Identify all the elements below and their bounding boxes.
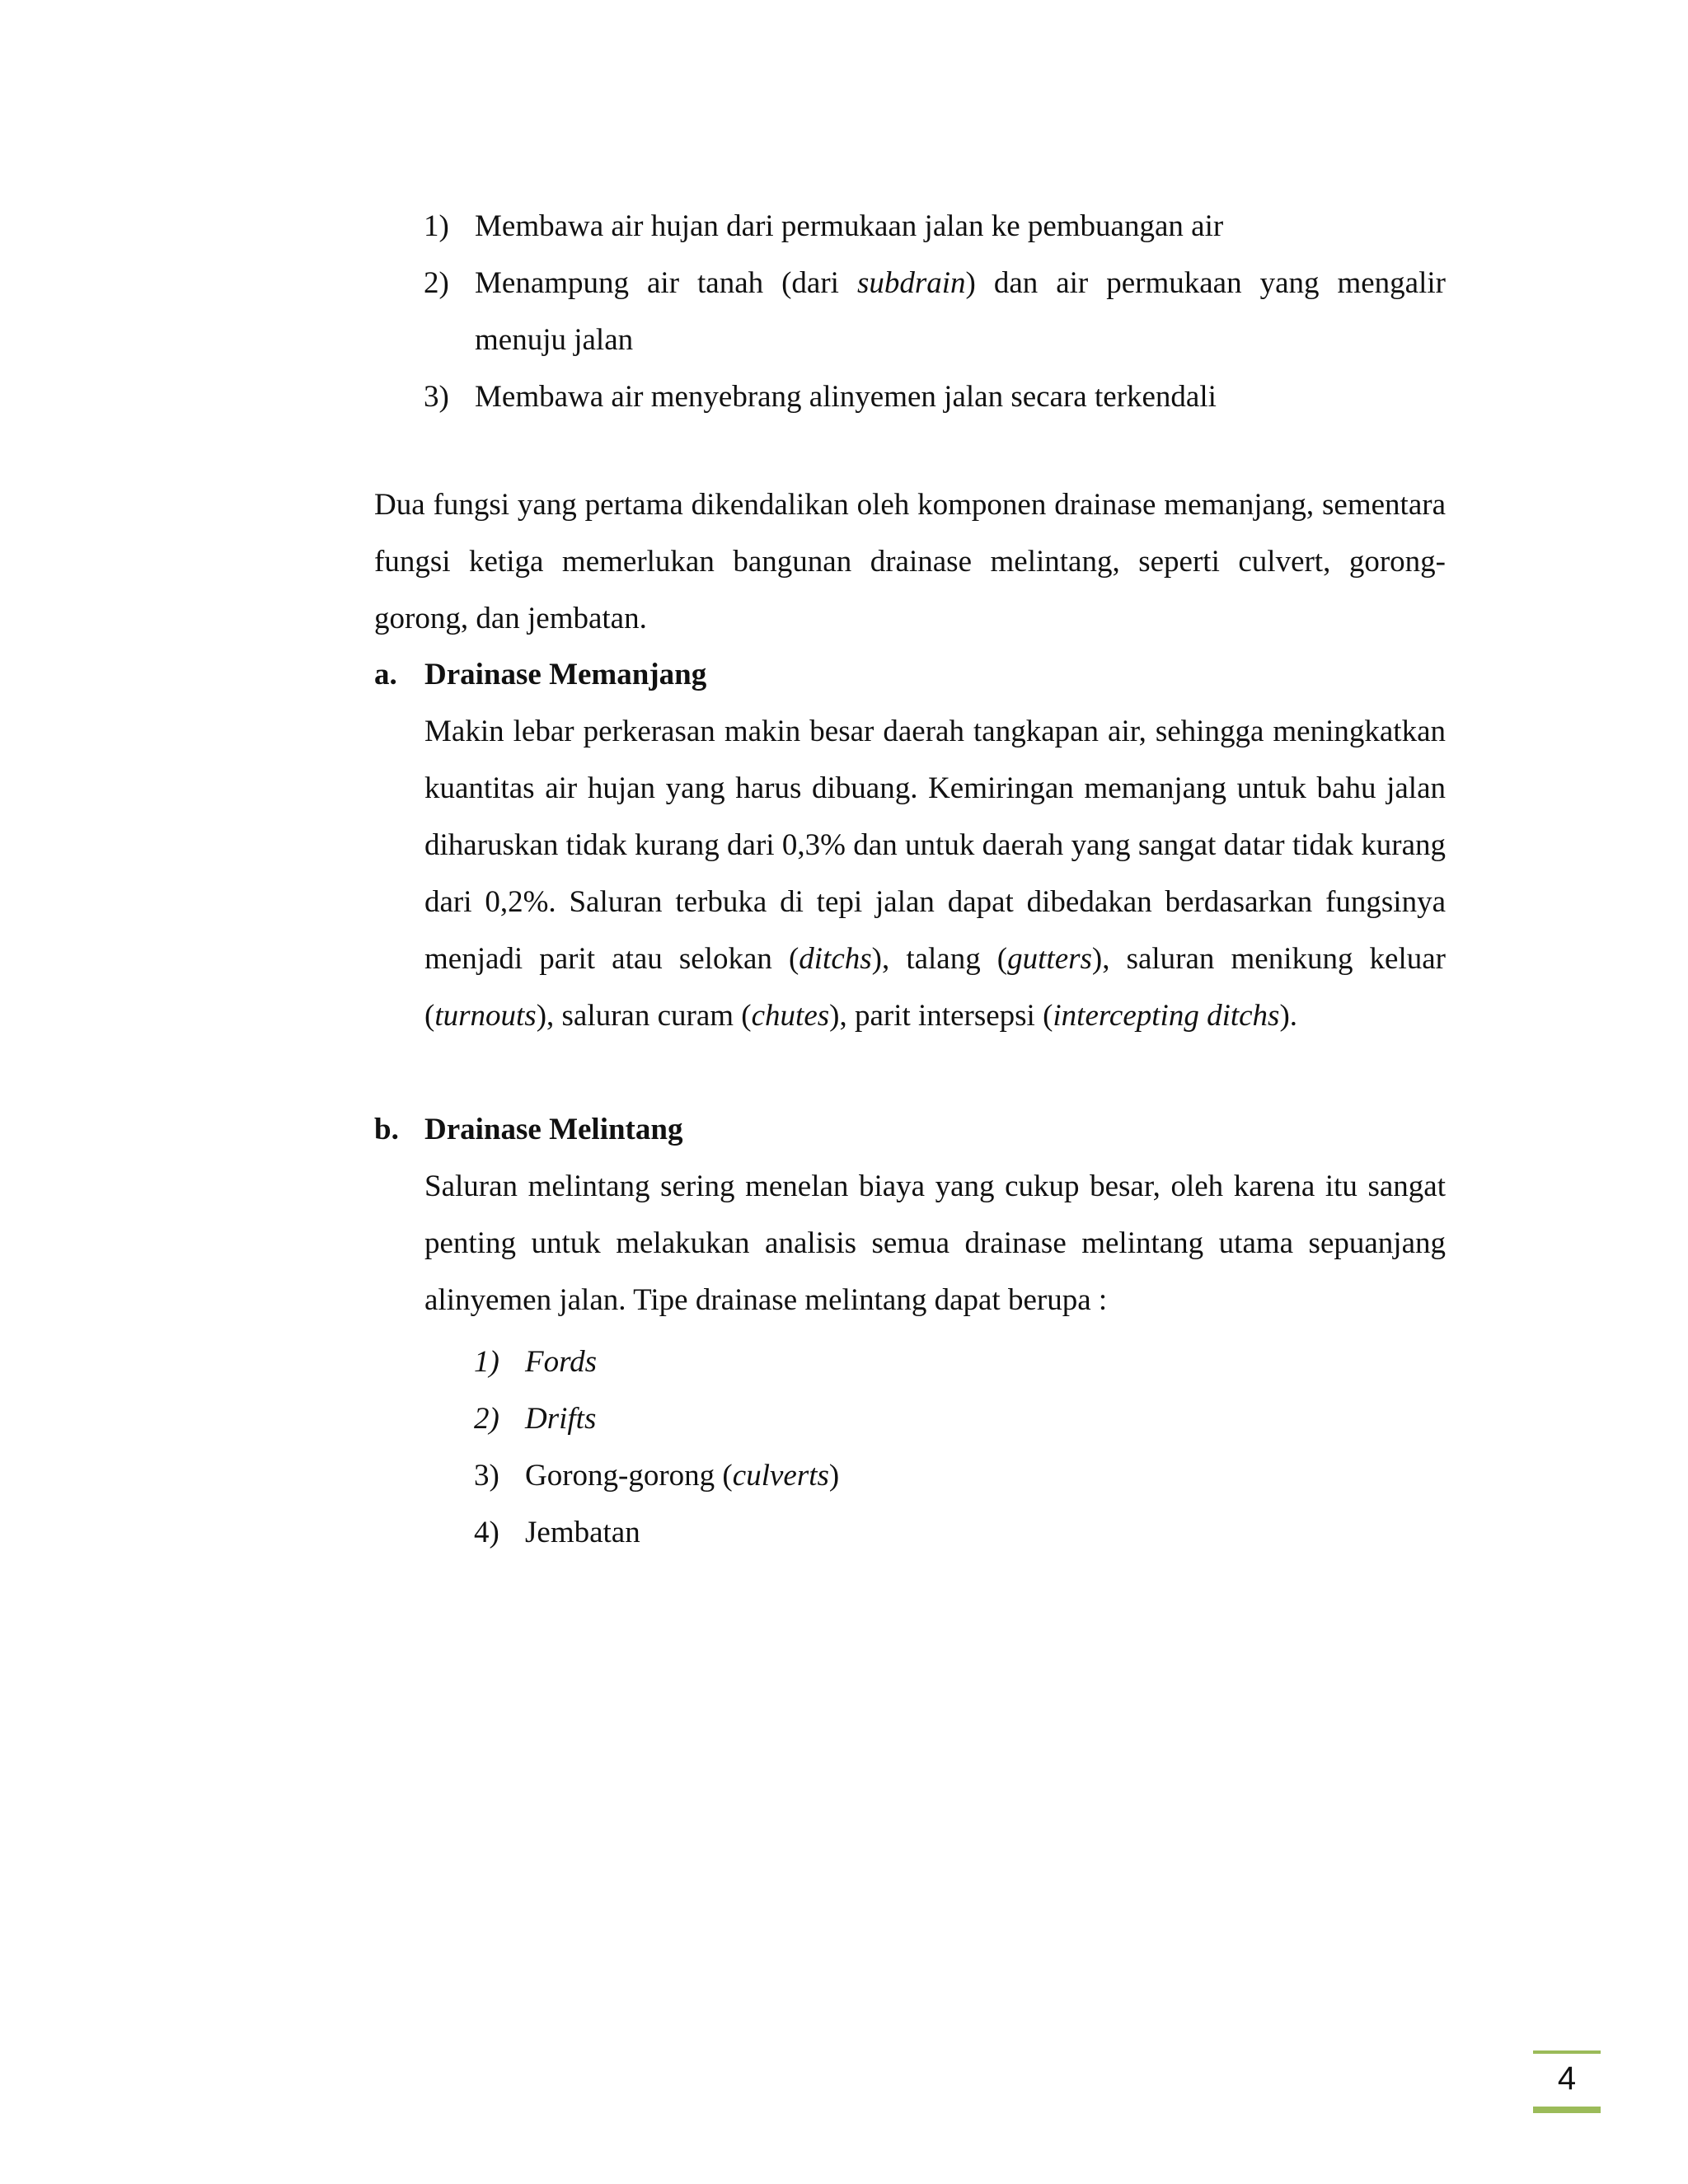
list-number: 2) [474,1402,499,1436]
section-b-body: Saluran melintang sering menelan biaya yang cukup besar, oleh karena itu sangat penting untuk melakukan analisis semua drainase melintang utama sepuanjang alinyemen jalan. Tipe drainase melintang dapat berupa : [424,1169,1446,1317]
intro-paragraph: Dua fungsi yang pertama dikendalikan oleh komponen drainase memanjang, sementara fungsi ketiga memerlukan bangunan drainase melintang, seperti culvert, gorong-gorong, dan jembatan. [374,488,1446,635]
page-number: 4 [1557,2060,1577,2097]
list-item [474,1504,1446,1561]
list-number: 3) [474,1459,499,1493]
list-number: 1) [424,209,449,243]
list-text-post: ) [828,1459,840,1493]
italic-term: chutes [751,999,830,1033]
section-title: Drainase Memanjang [424,658,707,691]
list-number: 3) [424,380,449,414]
italic-term: intercepting ditchs [1053,999,1280,1033]
list-number: 4) [474,1516,499,1549]
section-a-heading [374,646,706,703]
list-item [474,1447,1446,1504]
body-text: Makin lebar perkerasan makin besar daerah tangkapan air, sehingga meningkatkan kuantitas air hujan yang harus dibuang. Kemiringan memanjang untuk bahu jalan diharuskan tidak kurang dari 0,3% dan untuk daerah yang sangat datar tidak kurang dari 0,2%. Saluran terbuka di tepi jalan dapat dibedakan berdasarkan fungsinya menjadi parit atau selokan ( [424,715,1446,976]
list-item [474,1390,1446,1447]
body-text: ), saluran curam ( [536,999,752,1033]
body-text: ), talang ( [871,942,1008,976]
list-text-italic: subdrain [856,266,966,300]
body-text: ), parit intersepsi ( [829,999,1053,1033]
crossing-type-list [474,1333,1446,1561]
section-a-body [424,703,1446,1044]
body-text: ), saluran menikung keluar ( [424,942,1447,1033]
list-text-pre: Menampung air tanah (dari [475,266,857,300]
list-text: Jembatan [525,1516,640,1549]
list-item [424,368,1446,425]
page-footer [1533,2050,1601,2113]
list-item [424,255,1446,368]
list-text-italic: culverts [732,1459,829,1493]
list-number: 2) [424,266,449,300]
list-text: Fords [525,1345,598,1379]
footer-rule-bottom [1533,2107,1601,2113]
list-number: 1) [474,1345,499,1379]
section-letter: a. [374,658,397,691]
function-list [424,198,1446,425]
italic-term: turnouts [434,999,537,1033]
list-item [424,198,1446,255]
list-text: Membawa air menyebrang alinyemen jalan secara terkendali [475,380,1217,414]
list-item [474,1333,1446,1390]
section-title: Drainase Melintang [424,1113,683,1146]
list-text: Membawa air hujan dari permukaan jalan ke pembuangan air [475,209,1224,243]
section-b-heading [374,1101,682,1158]
body-text: ). [1279,999,1298,1033]
italic-term: gutters [1007,942,1092,976]
list-text-pre: Gorong-gorong ( [525,1459,733,1493]
section-letter: b. [374,1113,399,1146]
list-text: Drifts [525,1402,597,1436]
italic-term: ditchs [799,942,872,976]
list-text-post: ) dan air permukaan yang mengalir menuju jalan [475,266,1446,357]
